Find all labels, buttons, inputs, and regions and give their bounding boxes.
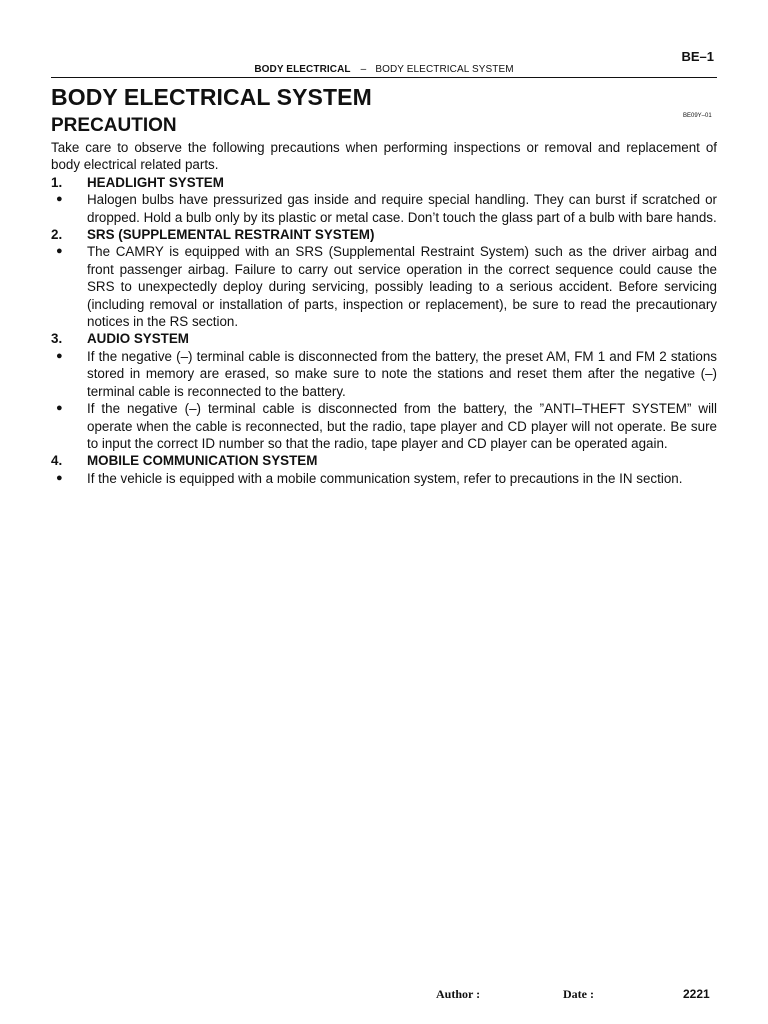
document-code: BE09Y–01 [683,113,712,119]
item-title: HEADLIGHT SYSTEM [87,174,224,190]
item-number: 2. [51,227,63,243]
bullet-icon: ● [56,245,63,258]
item-title: SRS (SUPPLEMENTAL RESTRAINT SYSTEM) [87,227,375,243]
folio-number: 2221 [683,987,710,1001]
running-header [0,64,768,75]
bullet-icon: ● [56,349,63,362]
intro-paragraph: Take care to observe the following precautions when performing inspections or removal and replacement of body electrical related parts. [51,140,717,173]
bullet-text: If the negative (–) terminal cable is disconnected from the battery, the preset AM, FM 1 and FM 2 stations stored in memory are erased, so make sure to note the stations and reset them after the negative (–) terminal cable is reconnected to the battery. [87,348,717,399]
bullet-text: The CAMRY is equipped with an SRS (Supplemental Restraint System) such as the driver airbag and front passenger airbag. Failure to carry out service operation in the correct sequence could cause the SRS to unexpectedly deploy during servicing, possibly leading to a serious accident. Before servicing (including removal or installation of parts, inspection or replacement), be sure to read the precautionary notices in the RS section. [87,244,717,330]
item-number: 1. [51,174,63,190]
item-heading-headlight [51,174,717,191]
bullet-item [51,400,717,452]
bullet-text: If the negative (–) terminal cable is disconnected from the battery, the ”ANTI–THEFT SYSTEM” will operate when the cable is reconnected, but the radio, tape player and CD player will not operate. Be sure to input the correct ID number so that the radio, tape player and CD player can be operated again. [87,401,717,451]
item-heading-srs [51,226,717,243]
header-rule [51,77,717,78]
bullet-item [51,243,717,330]
item-number: 4. [51,453,63,469]
document-body [51,139,717,487]
bullet-item [51,470,717,487]
item-title: MOBILE COMMUNICATION SYSTEM [87,453,318,469]
section-heading: PRECAUTION [51,115,177,136]
bullet-icon: ● [56,402,63,415]
item-heading-mobile-communication [51,452,717,469]
author-label: Author : [436,987,481,1001]
bullet-icon: ● [56,193,63,206]
bullet-item [51,191,717,226]
bullet-text: If the vehicle is equipped with a mobile communication system, refer to precautions in the IN section. [87,470,683,486]
bullet-item [51,348,717,400]
item-title: AUDIO SYSTEM [87,331,189,347]
item-number: 3. [51,331,63,347]
page-number: BE–1 [681,49,714,64]
bullet-text: Halogen bulbs have pressurized gas inside and require special handling. They can burst if scratched or dropped. Hold a bulb only by its plastic or metal case. Don’t touch the glass part of a bulb with bare hands. [87,192,717,225]
item-heading-audio [51,330,717,347]
document-title: BODY ELECTRICAL SYSTEM [51,84,372,110]
page-footer [0,987,768,1003]
bullet-icon: ● [56,471,63,484]
running-header-section: BODY ELECTRICAL [254,64,351,75]
running-header-subsection: BODY ELECTRICAL SYSTEM [375,64,514,75]
date-label: Date : [563,987,594,1001]
running-header-dash: – [360,64,367,75]
